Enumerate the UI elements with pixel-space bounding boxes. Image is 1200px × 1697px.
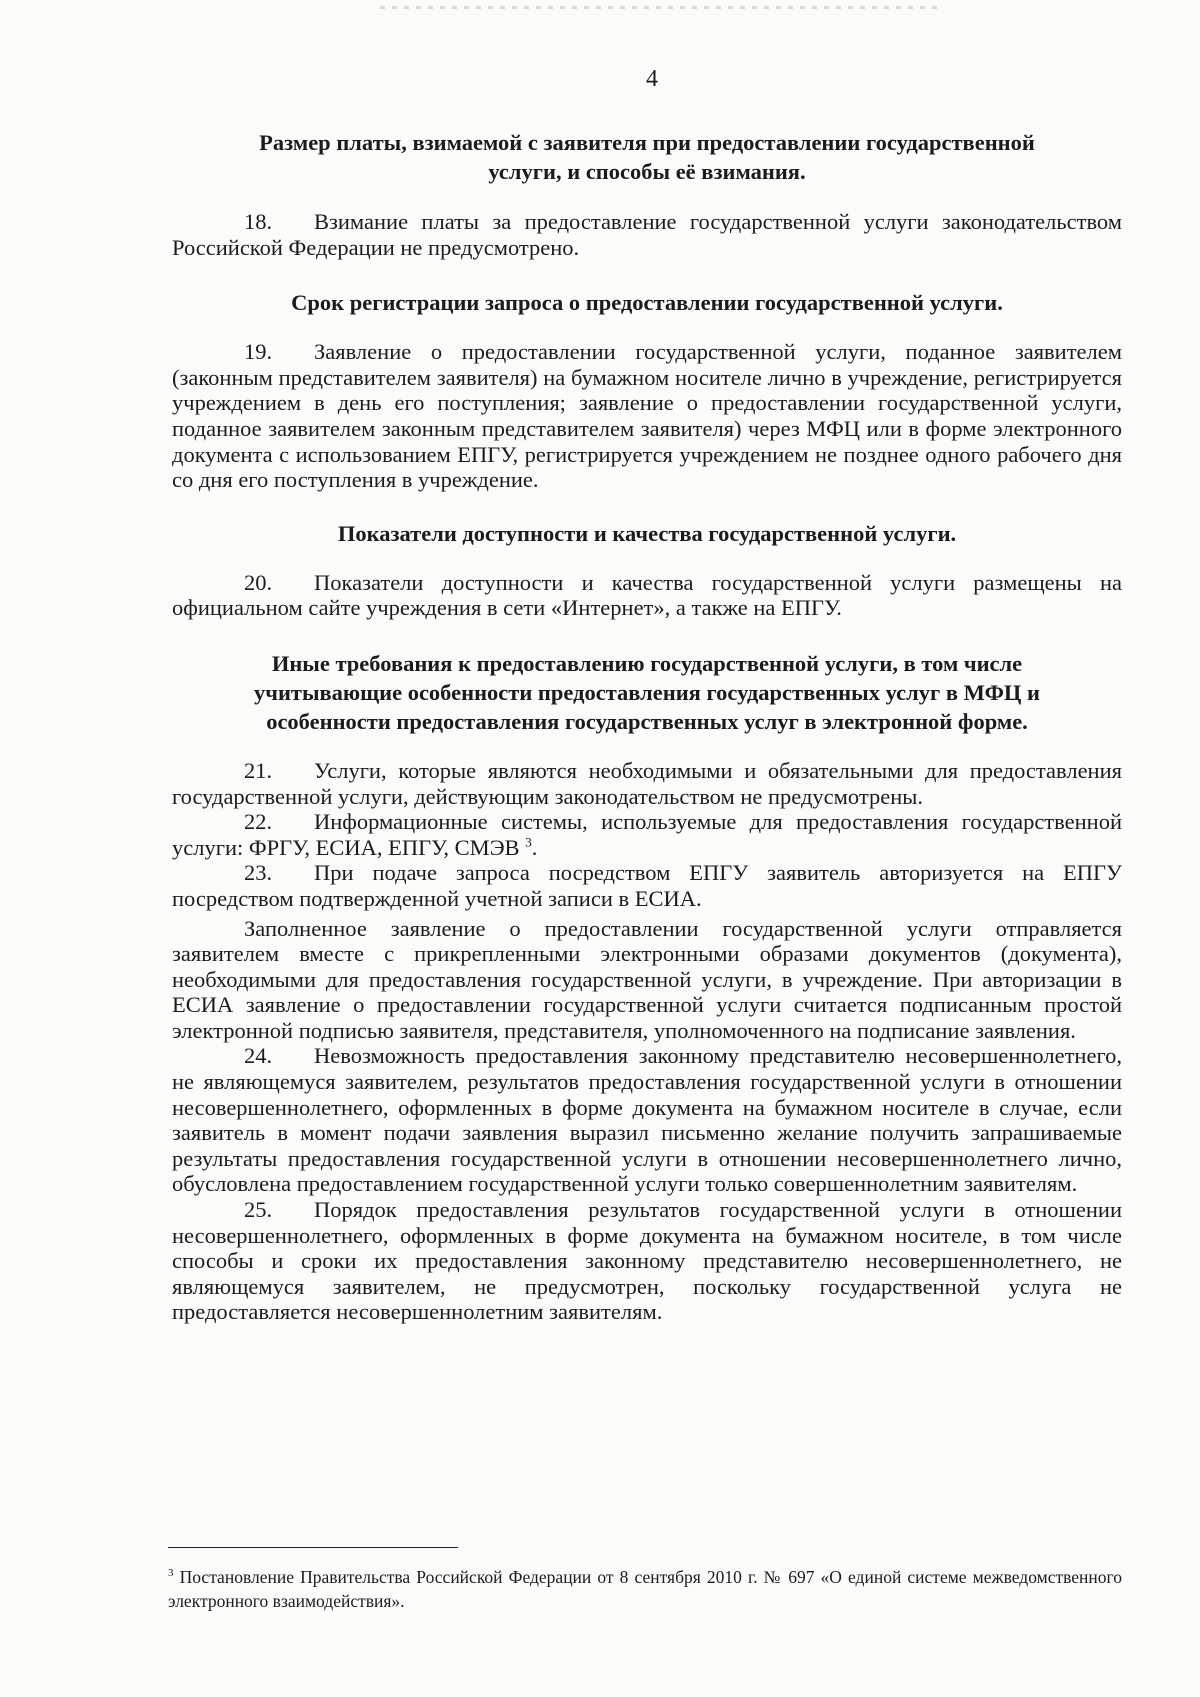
paragraph-number: 21. <box>244 757 273 783</box>
paragraph-number: 24. <box>244 1043 273 1069</box>
scan-artifact <box>380 6 940 9</box>
footnote-text: Постановление Правительства Российской Федерации от 8 сентября 2010 г. № 697 «О единой системе межведомственного электронного взаимодействия». <box>168 1567 1123 1611</box>
section-heading-registration <box>172 288 1122 317</box>
heading-line: Размер платы, взимаемой с заявителя при предоставлении государственной <box>259 130 1035 155</box>
paragraph-24 <box>172 1043 1122 1197</box>
section-heading-quality <box>172 519 1122 548</box>
heading-line: услуги, и способы её взимания. <box>488 159 806 184</box>
paragraph-number: 18. <box>244 209 273 234</box>
paragraph-18 <box>172 209 1122 260</box>
paragraph-number: 20. <box>244 569 273 595</box>
heading-line: Срок регистрации запроса о предоставлении государственной услуги. <box>291 290 1003 316</box>
footnote-separator <box>168 1547 458 1548</box>
paragraph-text: Порядок предоставления результатов государственной услуги в отношении несовершеннолетнего, оформленных в форме документа на бумажном носителе, в том числе способы и сроки их предоставления законному представителю несовершеннолетнего, не являющемуся заявителем, не предусмотрен, поскольку государственной услуга не предоставляется несовершеннолетним заявителям. <box>172 1197 1122 1325</box>
page-number: 4 <box>646 66 658 92</box>
paragraph-25 <box>172 1197 1122 1325</box>
paragraph-23 <box>172 860 1122 911</box>
heading-line: особенности предоставления государственных услуг в электронной форме. <box>266 708 1028 734</box>
paragraph-text: Невозможность предоставления законному представителю несовершеннолетнего, не являющемуся заявителем, результатов предоставления государственной услуги в отношении несовершеннолетнего, оформленных в форме документа на бумажном носителе в случае, если заявитель в момент подачи заявления выразил письменно желание получить запрашиваемые результаты предоставления государственной услуги в отношении несовершеннолетнего лично, обусловлена предоставлением государственной услуги только совершеннолетним заявителям. <box>172 1043 1122 1197</box>
paragraph-text: Показатели доступности и качества государственной услуги размещены на официальном сайте учреждения в сети «Интернет», а также на ЕПГУ. <box>172 569 1122 621</box>
heading-line: Иные требования к предоставлению государственной услуги, в том числе <box>271 650 1023 676</box>
paragraph-number: 23. <box>244 860 273 886</box>
heading-line: Показатели доступности и качества государственной услуги. <box>337 520 957 546</box>
paragraph-20 <box>172 570 1122 621</box>
paragraph-text: При подаче запроса посредством ЕПГУ заявитель авторизуется на ЕПГУ посредством подтвержденной учетной записи в ЕСИА. <box>172 860 1122 911</box>
paragraph-number: 19. <box>244 339 273 365</box>
paragraph-23-continuation <box>172 916 1122 1044</box>
footnote-mark: 3 <box>168 1567 174 1580</box>
paragraph-19 <box>172 339 1122 493</box>
paragraph-text-tail: . <box>531 834 538 860</box>
paragraph-22 <box>172 809 1122 860</box>
paragraph-text: Заполненное заявление о предоставлении государственной услуги отправляется заявителем вместе с прикрепленными электронными образами документов (документа), необходимыми для предоставления государственной услуги, в учреждение. При авторизации в ЕСИА заявление о предоставлении государственной услуги считается подписанным простой электронной подписью заявителя, представителя, уполномоченного на подписание заявления. <box>172 915 1122 1043</box>
section-heading-fee <box>172 128 1122 186</box>
paragraph-number: 25. <box>244 1197 273 1223</box>
paragraph-text: Взимание платы за предоставление государственной услуги законодательством Российской Федерации не предусмотрено. <box>172 209 1122 260</box>
document-body <box>172 128 1122 1325</box>
section-heading-other-requirements <box>172 649 1122 736</box>
paragraph-text: Информационные системы, используемые для предоставления государственной услуги: ФРГУ, ЕСИА, ЕПГУ, СМЭВ <box>172 809 1122 860</box>
footnote-reference[interactable]: 3 <box>525 834 532 850</box>
heading-line: учитывающие особенности предоставления государственных услуг в МФЦ и <box>254 679 1040 705</box>
paragraph-text: Услуги, которые являются необходимыми и обязательными для предоставления государственной услуги, действующим законодательством не предусмотрены. <box>172 757 1122 809</box>
paragraph-21 <box>172 758 1122 809</box>
paragraph-text: Заявление о предоставлении государственной услуги, поданное заявителем (законным представителем заявителя) на бумажном носителе лично в учреждение, регистрируется учреждением в день его поступления; заявление о предоставлении государственной услуги, поданное заявителем законным представителем заявителя) через МФЦ или в форме электронного документа с использованием ЕПГУ, регистрируется учреждением не позднее одного рабочего дня со дня его поступления в учреждение. <box>172 339 1122 493</box>
paragraph-number: 22. <box>244 809 273 835</box>
footnote <box>168 1565 1122 1613</box>
